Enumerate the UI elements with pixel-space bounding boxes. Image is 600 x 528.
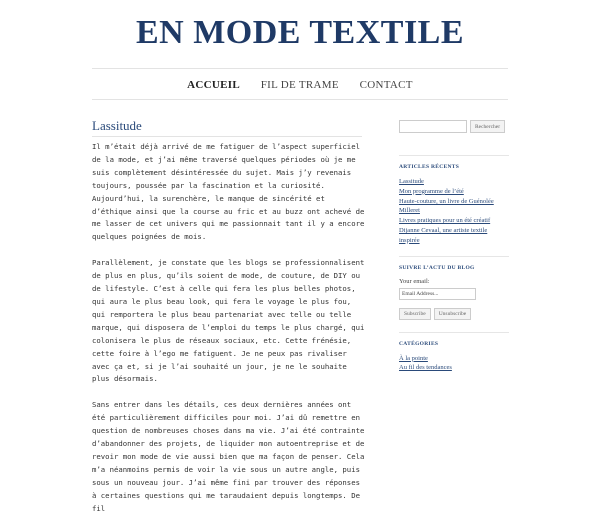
widget-divider — [399, 332, 509, 333]
categories-title: CATÉGORIES — [399, 340, 439, 347]
sidebar — [399, 120, 509, 373]
widget-divider — [399, 155, 509, 156]
recent-article-link[interactable]: Dijanne Cevaal, une artiste textile inspirée — [399, 226, 488, 244]
post-paragraph: Parallèlement, je constate que les blogs se professionnalisent de plus en plus, qu’ils soient de mode, de couture, de DIY ou de lifestyle. C’est à celle qui fera les plus belles photos, qui aura le plus beau look, qui fera le voyage le plus fou, qui remportera le plus beau partenariat avec telle ou telle marque, qui disposera de l’emploi du temps le plus chargé, qui colonisera le plus de réseaux sociaux, etc. Cette frénésie, cette foire à l’ego me fatiguent. Je ne peux pas rivaliser avec ça et, si je l’ai souhaité un jour, je ne le souhaite plus désormais. — [92, 258, 365, 384]
recent-article-link[interactable]: Livres pratiques pour un été créatif — [399, 217, 491, 225]
recent-articles-title: ARTICLES RÉCENTS — [399, 164, 460, 170]
subscribe-button[interactable]: Subscribe — [399, 308, 431, 320]
email-label: Your email: — [399, 277, 430, 285]
post-paragraph: Sans entrer dans les détails, ces deux dernières années ont été particulièrement difficiles pour moi. J’ai dû remettre en question de nombreuses choses dans ma vie. J’ai été contrainte d’abandonner des projets, de liquider mon autoentreprise et de revoir mon mode de vie aussi bien que ma façon de penser. Cela m’a néanmoins permis de voir la vie sous un autre angle, puis sous un nouveau jour. J’ai même fini par trouver des réponses à certaines questions qui me taraudaient depuis longtemps. De fil — [92, 400, 365, 513]
category-link[interactable]: À la pointe — [399, 354, 428, 362]
post-title-divider — [92, 136, 362, 137]
post-paragraph: Il m’était déjà arrivé de me fatiguer de l’aspect superficiel de la mode, et j’ai même traversé quelques périodes où je me suis complètement désintéressée du sujet. Mais j’y revenais toujours, poussée par la fascination et la curiosité. Aujourd’hui, la surenchère, le manque de sincérité et d’éthique ainsi que la course au fric et au buzz ont achevé de me lasser de cet univers qui me passionnait tant il y a encore quelques poignées de mois. — [92, 142, 365, 242]
unsubscribe-button[interactable]: Unsubscribe — [434, 308, 472, 320]
header-divider-bottom — [92, 99, 508, 100]
search-button[interactable]: Rechercher — [470, 120, 505, 133]
nav-item-contact[interactable]: CONTACT — [359, 79, 413, 91]
recent-article-link[interactable]: Mon programme de l’été — [399, 187, 464, 195]
nav-item-accueil[interactable]: ACCUEIL — [187, 79, 240, 91]
recent-article-link[interactable]: Lassitude — [399, 178, 424, 185]
subscription-buttons — [399, 308, 509, 320]
header-divider-top — [92, 68, 508, 69]
main-navigation — [0, 79, 600, 91]
email-field[interactable]: Email Address... — [399, 288, 476, 300]
category-link[interactable]: Au fil des tendances — [399, 364, 452, 372]
nav-item-fil-de-trame[interactable]: FIL DE TRAME — [260, 79, 339, 91]
widget-divider — [399, 256, 509, 257]
recent-article-link[interactable]: Haute-couture, un livre de Guénolée Milleret — [399, 197, 494, 215]
post-content — [92, 141, 367, 528]
search-form — [399, 120, 509, 133]
site-title[interactable]: EN MODE TEXTILE — [135, 14, 465, 51]
post-title[interactable]: Lassitude — [92, 118, 142, 133]
search-input[interactable] — [399, 120, 467, 133]
follow-blog-title: SUIVRE L’ACTU DU BLOG — [399, 264, 475, 271]
